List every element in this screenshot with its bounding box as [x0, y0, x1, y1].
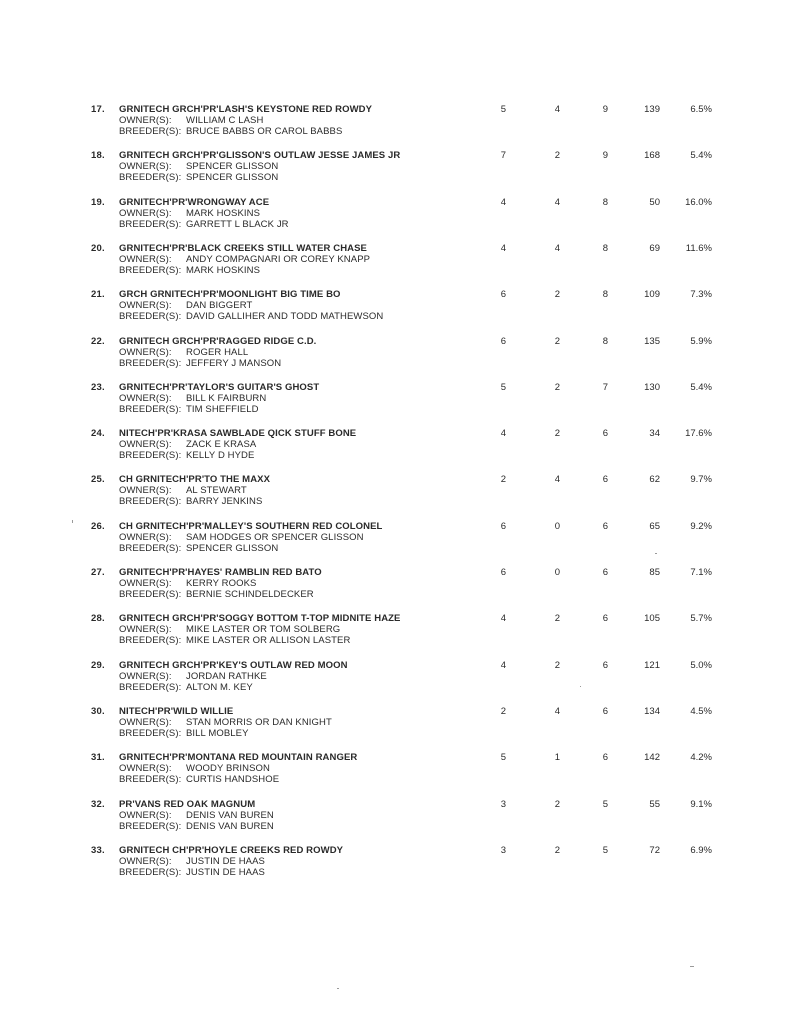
list-item — [0, 521, 791, 565]
list-item — [0, 845, 791, 889]
owner-line — [119, 532, 364, 543]
stat-col-4: 50 — [649, 197, 660, 208]
breeder-line — [119, 126, 342, 137]
stat-col-1: 2 — [500, 474, 506, 485]
owner-line — [119, 671, 267, 682]
breeder-names: DENIS VAN BUREN — [186, 821, 274, 832]
owner-line — [119, 810, 274, 821]
stat-col-1: 4 — [500, 428, 506, 439]
stat-percent: 4.5% — [690, 706, 712, 717]
stat-col-1: 4 — [500, 613, 506, 624]
stat-percent: 9.7% — [690, 474, 712, 485]
stat-percent: 16.0% — [685, 197, 712, 208]
stat-col-4: 134 — [644, 706, 660, 717]
breeder-label: BREEDER(S): — [119, 728, 182, 739]
owner-line — [119, 300, 252, 311]
dog-name: GRNITECH'PR'HAYES' RAMBLIN RED BATO — [119, 567, 322, 578]
breeder-names: BARRY JENKINS — [186, 496, 263, 507]
owner-line — [119, 485, 247, 496]
owner-names: JORDAN RATHKE — [186, 671, 267, 682]
owner-names: ANDY COMPAGNARI OR COREY KNAPP — [186, 254, 371, 265]
owner-line — [119, 578, 256, 589]
stat-col-4: 168 — [644, 150, 660, 161]
list-item — [0, 613, 791, 657]
owner-label: OWNER(S): — [119, 532, 172, 543]
scan-speck — [690, 966, 694, 967]
entry-rank: 21. — [91, 289, 105, 300]
stat-percent: 9.2% — [690, 521, 712, 532]
owner-names: ZACK E KRASA — [186, 439, 257, 450]
stat-col-1: 6 — [500, 567, 506, 578]
list-item — [0, 197, 791, 241]
list-item — [0, 289, 791, 333]
stat-col-4: 85 — [649, 567, 660, 578]
breeder-line — [119, 867, 265, 878]
stat-col-1: 7 — [500, 150, 506, 161]
stat-col-2: 1 — [554, 752, 560, 763]
scan-speck — [72, 520, 73, 523]
stat-col-4: 105 — [644, 613, 660, 624]
stat-percent: 11.6% — [685, 243, 712, 254]
stat-percent: 5.0% — [690, 660, 712, 671]
dog-name: GRNITECH'PR'WRONGWAY ACE — [119, 197, 270, 208]
stat-col-4: 55 — [649, 799, 660, 810]
breeder-names: MIKE LASTER OR ALLISON LASTER — [186, 635, 351, 646]
stat-percent: 4.2% — [690, 752, 712, 763]
stat-col-3: 9 — [602, 104, 608, 115]
breeder-label: BREEDER(S): — [119, 682, 182, 693]
list-item — [0, 243, 791, 287]
stat-col-3: 5 — [602, 799, 608, 810]
breeder-names: ALTON M. KEY — [186, 682, 253, 693]
stat-col-4: 72 — [649, 845, 660, 856]
dog-name: GRNITECH GRCH'PR'SOGGY BOTTOM T-TOP MIDNITE HAZE — [119, 613, 401, 624]
entry-rank: 24. — [91, 428, 105, 439]
breeder-line — [119, 358, 281, 369]
stat-percent: 7.1% — [690, 567, 712, 578]
dog-name: GRNITECH GRCH'PR'GLISSON'S OUTLAW JESSE JAMES JR — [119, 150, 401, 161]
stat-col-1: 4 — [500, 243, 506, 254]
list-item — [0, 474, 791, 518]
stat-col-4: 130 — [644, 382, 660, 393]
stat-col-1: 4 — [500, 197, 506, 208]
breeder-names: SPENCER GLISSON — [186, 172, 279, 183]
owner-line — [119, 254, 370, 265]
stat-percent: 6.5% — [690, 104, 712, 115]
stat-col-2: 0 — [554, 567, 560, 578]
stat-col-4: 65 — [649, 521, 660, 532]
entry-rank: 25. — [91, 474, 105, 485]
entry-rank: 27. — [91, 567, 105, 578]
breeder-line — [119, 728, 249, 739]
breeder-names: SPENCER GLISSON — [186, 543, 279, 554]
entry-rank: 22. — [91, 336, 105, 347]
owner-names: STAN MORRIS OR DAN KNIGHT — [186, 717, 332, 728]
owner-label: OWNER(S): — [119, 208, 172, 219]
stat-percent: 5.4% — [690, 150, 712, 161]
entry-rank: 32. — [91, 799, 105, 810]
owner-names: MARK HOSKINS — [186, 208, 261, 219]
list-item — [0, 382, 791, 426]
breeder-label: BREEDER(S): — [119, 450, 182, 461]
scan-speck — [580, 686, 581, 687]
entry-rank: 18. — [91, 150, 105, 161]
stat-col-1: 5 — [500, 104, 506, 115]
breeder-label: BREEDER(S): — [119, 821, 182, 832]
entry-rank: 29. — [91, 660, 105, 671]
breeder-names: BERNIE SCHINDELDECKER — [186, 589, 314, 600]
owner-line — [119, 856, 265, 867]
list-item — [0, 428, 791, 472]
entry-rank: 23. — [91, 382, 105, 393]
owner-names: WILLIAM C LASH — [186, 115, 264, 126]
owner-label: OWNER(S): — [119, 578, 172, 589]
owner-label: OWNER(S): — [119, 856, 172, 867]
dog-name: GRNITECH'PR'BLACK CREEKS STILL WATER CHASE — [119, 243, 367, 254]
owner-names: DENIS VAN BUREN — [186, 810, 274, 821]
breeder-names: DAVID GALLIHER AND TODD MATHEWSON — [186, 311, 384, 322]
breeder-line — [119, 774, 279, 785]
dog-name: GRCH GRNITECH'PR'MOONLIGHT BIG TIME BO — [119, 289, 341, 300]
dog-name: CH GRNITECH'PR'TO THE MAXX — [119, 474, 271, 485]
stat-col-3: 6 — [602, 474, 608, 485]
entry-rank: 28. — [91, 613, 105, 624]
stat-col-3: 6 — [602, 428, 608, 439]
owner-line — [119, 208, 260, 219]
stat-col-3: 6 — [602, 660, 608, 671]
entry-rank: 33. — [91, 845, 105, 856]
breeder-line — [119, 496, 262, 507]
breeder-label: BREEDER(S): — [119, 543, 182, 554]
breeder-label: BREEDER(S): — [119, 774, 182, 785]
scan-speck — [655, 553, 657, 554]
owner-names: BILL K FAIRBURN — [186, 393, 267, 404]
owner-label: OWNER(S): — [119, 439, 172, 450]
owner-line — [119, 115, 263, 126]
list-item — [0, 567, 791, 611]
owner-line — [119, 161, 278, 172]
owner-label: OWNER(S): — [119, 485, 172, 496]
stat-col-3: 6 — [602, 613, 608, 624]
stat-col-3: 8 — [602, 197, 608, 208]
list-item — [0, 799, 791, 843]
stat-col-3: 7 — [602, 382, 608, 393]
owner-names: JUSTIN DE HAAS — [186, 856, 265, 867]
owner-names: MIKE LASTER OR TOM SOLBERG — [186, 624, 341, 635]
owner-label: OWNER(S): — [119, 624, 172, 635]
stat-percent: 7.3% — [690, 289, 712, 300]
stat-col-1: 6 — [500, 289, 506, 300]
owner-line — [119, 393, 266, 404]
stat-col-4: 135 — [644, 336, 660, 347]
stat-col-4: 62 — [649, 474, 660, 485]
breeder-names: JUSTIN DE HAAS — [186, 867, 265, 878]
stat-col-1: 2 — [500, 706, 506, 717]
breeder-names: GARRETT L BLACK JR — [186, 219, 289, 230]
breeder-line — [119, 311, 383, 322]
owner-line — [119, 347, 248, 358]
stat-col-2: 4 — [554, 197, 560, 208]
stat-col-4: 139 — [644, 104, 660, 115]
stat-percent: 6.9% — [690, 845, 712, 856]
stat-col-2: 2 — [554, 428, 560, 439]
stat-col-1: 3 — [500, 799, 506, 810]
owner-label: OWNER(S): — [119, 300, 172, 311]
breeder-line — [119, 635, 350, 646]
breeder-label: BREEDER(S): — [119, 404, 182, 415]
owner-line — [119, 763, 270, 774]
stat-percent: 5.4% — [690, 382, 712, 393]
breeder-names: KELLY D HYDE — [186, 450, 255, 461]
owner-names: WOODY BRINSON — [186, 763, 270, 774]
stat-col-2: 2 — [554, 660, 560, 671]
breeder-label: BREEDER(S): — [119, 126, 182, 137]
owner-names: AL STEWART — [186, 485, 247, 496]
entry-rank: 26. — [91, 521, 105, 532]
dog-name: GRNITECH GRCH'PR'KEY'S OUTLAW RED MOON — [119, 660, 348, 671]
breeder-label: BREEDER(S): — [119, 358, 182, 369]
breeder-names: CURTIS HANDSHOE — [186, 774, 280, 785]
breeder-line — [119, 450, 254, 461]
breeder-names: MARK HOSKINS — [186, 265, 261, 276]
entry-rank: 31. — [91, 752, 105, 763]
stat-col-3: 6 — [602, 521, 608, 532]
breeder-line — [119, 404, 259, 415]
stat-col-1: 6 — [500, 521, 506, 532]
stat-col-3: 8 — [602, 336, 608, 347]
breeder-line — [119, 172, 278, 183]
owner-line — [119, 717, 332, 728]
stat-col-4: 121 — [644, 660, 660, 671]
stat-col-1: 6 — [500, 336, 506, 347]
stat-col-3: 6 — [602, 752, 608, 763]
owner-label: OWNER(S): — [119, 347, 172, 358]
dog-name: GRNITECH GRCH'PR'LASH'S KEYSTONE RED ROWDY — [119, 104, 373, 115]
owner-label: OWNER(S): — [119, 671, 172, 682]
owner-label: OWNER(S): — [119, 115, 172, 126]
owner-names: KERRY ROOKS — [186, 578, 257, 589]
list-item — [0, 150, 791, 194]
stat-col-2: 4 — [554, 243, 560, 254]
stat-col-4: 34 — [649, 428, 660, 439]
stat-percent: 9.1% — [690, 799, 712, 810]
breeder-line — [119, 265, 260, 276]
breeder-names: JEFFERY J MANSON — [186, 358, 282, 369]
stat-percent: 5.7% — [690, 613, 712, 624]
breeder-names: TIM SHEFFIELD — [186, 404, 259, 415]
breeder-line — [119, 219, 289, 230]
stat-col-2: 4 — [554, 706, 560, 717]
entry-rank: 19. — [91, 197, 105, 208]
breeder-label: BREEDER(S): — [119, 589, 182, 600]
scan-speck — [337, 988, 339, 989]
breeder-names: BILL MOBLEY — [186, 728, 249, 739]
list-item — [0, 706, 791, 750]
stat-col-4: 69 — [649, 243, 660, 254]
dog-name: GRNITECH CH'PR'HOYLE CREEKS RED ROWDY — [119, 845, 344, 856]
stat-col-2: 4 — [554, 474, 560, 485]
owner-names: SPENCER GLISSON — [186, 161, 279, 172]
stat-col-2: 2 — [554, 150, 560, 161]
stat-col-2: 2 — [554, 289, 560, 300]
owner-label: OWNER(S): — [119, 161, 172, 172]
owner-label: OWNER(S): — [119, 810, 172, 821]
list-item — [0, 752, 791, 796]
stat-percent: 5.9% — [690, 336, 712, 347]
dog-name: NITECH'PR'KRASA SAWBLADE QICK STUFF BONE — [119, 428, 357, 439]
owner-names: SAM HODGES OR SPENCER GLISSON — [186, 532, 364, 543]
stat-col-2: 2 — [554, 336, 560, 347]
owner-names: ROGER HALL — [186, 347, 249, 358]
stat-col-2: 2 — [554, 799, 560, 810]
breeder-line — [119, 589, 314, 600]
stat-col-1: 5 — [500, 382, 506, 393]
stat-col-3: 5 — [602, 845, 608, 856]
entry-rank: 20. — [91, 243, 105, 254]
entry-rank: 17. — [91, 104, 105, 115]
breeder-line — [119, 543, 278, 554]
dog-name: NITECH'PR'WILD WILLIE — [119, 706, 234, 717]
owner-label: OWNER(S): — [119, 393, 172, 404]
breeder-line — [119, 821, 274, 832]
stat-col-3: 8 — [602, 243, 608, 254]
list-item — [0, 104, 791, 148]
stat-col-2: 4 — [554, 104, 560, 115]
owner-line — [119, 624, 340, 635]
breeder-label: BREEDER(S): — [119, 172, 182, 183]
stat-col-1: 5 — [500, 752, 506, 763]
stat-col-3: 6 — [602, 567, 608, 578]
dog-name: GRNITECH GRCH'PR'RAGGED RIDGE C.D. — [119, 336, 317, 347]
stat-col-2: 2 — [554, 382, 560, 393]
breeder-label: BREEDER(S): — [119, 867, 182, 878]
dog-name: PR'VANS RED OAK MAGNUM — [119, 799, 256, 810]
list-item — [0, 336, 791, 380]
breeder-label: BREEDER(S): — [119, 265, 182, 276]
stat-col-1: 3 — [500, 845, 506, 856]
stat-col-3: 8 — [602, 289, 608, 300]
stat-col-1: 4 — [500, 660, 506, 671]
stat-col-4: 142 — [644, 752, 660, 763]
stat-col-2: 2 — [554, 845, 560, 856]
owner-label: OWNER(S): — [119, 763, 172, 774]
list-item — [0, 660, 791, 704]
breeder-label: BREEDER(S): — [119, 311, 182, 322]
stat-col-2: 2 — [554, 613, 560, 624]
entry-rank: 30. — [91, 706, 105, 717]
owner-label: OWNER(S): — [119, 254, 172, 265]
breeder-names: BRUCE BABBS OR CAROL BABBS — [186, 126, 343, 137]
breeder-line — [119, 682, 253, 693]
owner-names: DAN BIGGERT — [186, 300, 253, 311]
breeder-label: BREEDER(S): — [119, 219, 182, 230]
breeder-label: BREEDER(S): — [119, 496, 182, 507]
dog-name: GRNITECH'PR'TAYLOR'S GUITAR'S GHOST — [119, 382, 320, 393]
stat-col-4: 109 — [644, 289, 660, 300]
stat-percent: 17.6% — [685, 428, 712, 439]
stat-col-2: 0 — [554, 521, 560, 532]
breeder-label: BREEDER(S): — [119, 635, 182, 646]
dog-name: GRNITECH'PR'MONTANA RED MOUNTAIN RANGER — [119, 752, 358, 763]
dog-name: CH GRNITECH'PR'MALLEY'S SOUTHERN RED COLONEL — [119, 521, 383, 532]
stat-col-3: 6 — [602, 706, 608, 717]
owner-line — [119, 439, 256, 450]
owner-label: OWNER(S): — [119, 717, 172, 728]
stat-col-3: 9 — [602, 150, 608, 161]
